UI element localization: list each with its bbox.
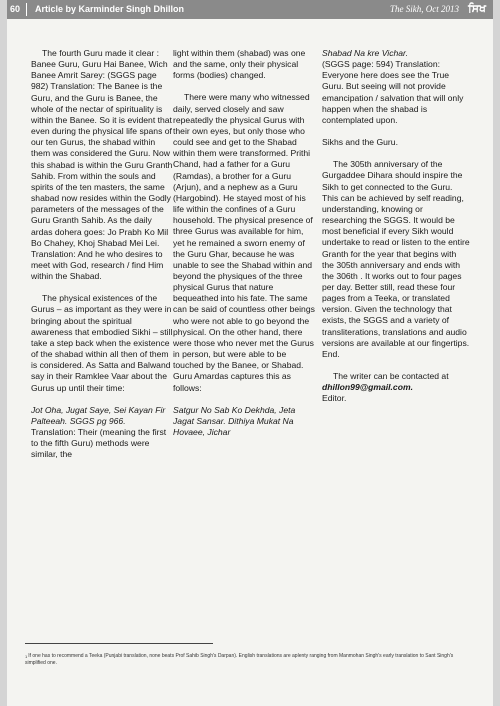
text-column-1 [31,48,175,471]
scripture-quote: Jot Oha, Jugat Saye, Sei Kayan Fir Palteeah. SGGS pg 966. [31,404,166,426]
scripture-quote: Satgur No Sab Ko Dekhda, Jeta Jagat Sansar. Dithiya Mukat Na Hovaee, Jichar [173,404,296,437]
paragraph: (SGGS page: 594) Translation: Everyone here does see the True Guru. But seeing will not provide emancipation / salvation that will only happen when the shabad is contemplated upon. [322,59,464,125]
footnote-marker: 1 [25,654,28,659]
paragraph: light within them (shabad) was one and the same, only their physical forms (bodies) changed. [173,48,306,81]
footnote [25,653,475,667]
issue-label: The Sikh, Oct 2013 [390,4,459,14]
paragraph: There were many who witnessed daily, served closely and saw repeatedly the physical Gurus with their own eyes, but only those who could see and get to the Shabad within them were transformed. Prithi Chand, had a father for a Guru (Ramdas), a brother for a Guru (Arjun), and a nephew as a Guru (Hargobind). He stayed most of his life within the confines of a Guru household. The physical presence of three Gurus was available for him, yet he remained a sworn enemy of the Guru Ghar, because he was unable to see the Shabad within and beyond the physiques of the three physical Gurus that nature bequeathed into his fate. The same can be said of countless other beings who were not able to go beyond the physical. On the other hand, there were those who never met the Gurus in person, but were able to be touched by the Banee, or Shabad. Guru Amardas captures this as follows: [173,92,315,393]
page-header [7,0,493,19]
paragraph: Translation: Their (meaning the first to the fifth Guru) methods were similar, the [31,427,167,460]
paragraph: The physical existences of the Gurus – as important as they were in bringing about the spiritual awareness that embodied Sikhi – still take a step back when the existence of the shabad within all then of them is considered. As Satta and Balwand say in their Ramklee Vaar about the Gurus up until their time: [31,293,173,393]
magazine-page [7,0,493,706]
author-email-link[interactable]: dhillon99@gmail.com. [322,382,413,393]
editor-note: Editor. [322,393,347,404]
magazine-logo: ਸਿਖ [468,3,486,15]
paragraph: The 305th anniversary of the Gurgaddee Dihara should inspire the Sikh to get connected to the Guru. This can be achieved by self reading, understanding, knowing or researching the SGGS. It would be most beneficial if every Sikh would undertake to read or listen to the entire Granth for the year that begins with the 305th anniversary and ends with the 306th . It works out to four pages per day. Better still, read these four pages from a Teeka, or translated version. Given the technology that exists, the SGGS and a variety of transliterations, translations and audio versions are available at our fingertips. End. [322,159,470,359]
text-column-2 [173,48,317,449]
article-byline: Article by Karminder Singh Dhillon [35,4,185,14]
text-column-3 [322,48,470,416]
paragraph: Sikhs and the Guru. [322,137,398,148]
paragraph: The writer can be contacted at [333,371,449,382]
page-number: 60 [10,4,21,14]
footnote-text: If one has to recommend a Teeka (Punjabi translation, none beats Prof Sahib Singh's Darpan). English translations are aplenty ranging from Manmohan Singh's early translation to Sant Singh's simplified one. [25,653,454,666]
paragraph: The fourth Guru made it clear : Banee Guru, Guru Hai Banee, Wich Banee Amrit Sarey: (SGGS page 982) Translation: The Banee is the Guru, and the Guru is Banee, the whole of the nectar of spirituality is within the Banee. So it is evident that even during the physical life spans of our ten Gurus, the shabad within them was considered the Guru. Now this shabad is within the Guru Granth Sahib. From within the souls and spirits of the ten masters, the same shabad now resides within the Godly parameters of the messages of the Guru Granth Sahib. As the daily ardas dohera goes: Jo Prabh Ko Mil Bo Chahey, Khoj Shabad Mei Lei. Translation: And he who desires to meet with God, research / find Him within the Shabad. [31,48,173,282]
scripture-quote: Shabad Na kre Vichar. [322,48,408,58]
footnote-divider [25,643,213,644]
header-divider [26,3,27,16]
